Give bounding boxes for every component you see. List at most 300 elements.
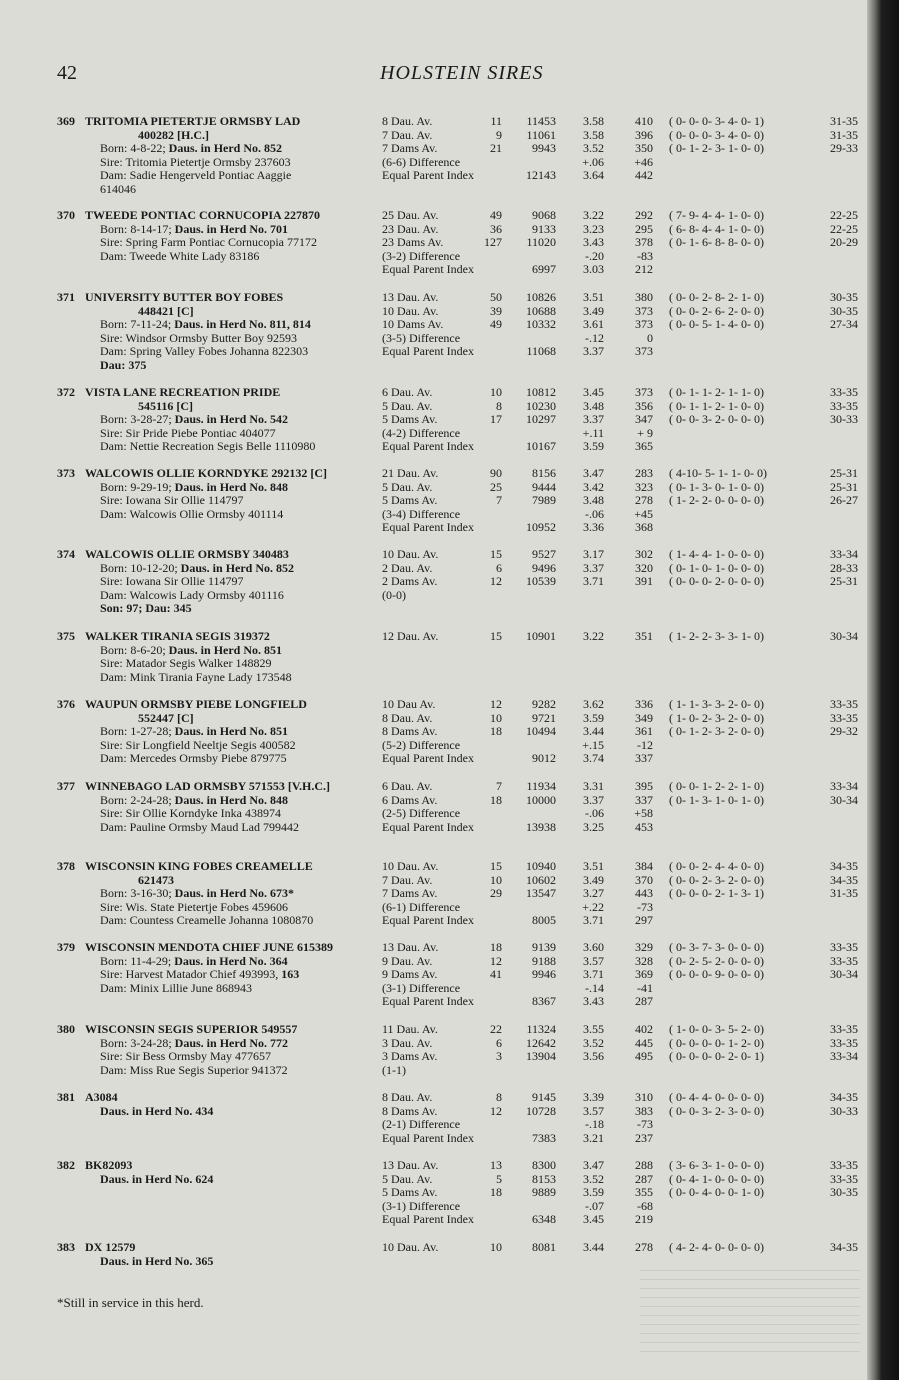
stat-row	[0, 208, 899, 222]
distribution: ( 4-10- 5- 1- 1- 0- 0)	[669, 466, 767, 480]
fat-test: -.06	[585, 806, 604, 821]
distribution: ( 0- 1- 3- 0- 1- 0- 0)	[669, 479, 764, 494]
fat-lbs: +58	[634, 806, 653, 821]
fat-lbs: 370	[635, 872, 653, 887]
milk-lbs: 11324	[526, 1022, 556, 1036]
record-count: 18	[490, 940, 502, 954]
fat-lbs: 237	[635, 1130, 653, 1145]
fat-lbs: 297	[635, 913, 653, 928]
herd-reference: Daus. in Herd No. 542	[174, 412, 289, 427]
pedigree-text: Born: 11-4-29;	[100, 953, 175, 968]
stat-label: 7 Dams Av.	[382, 886, 438, 901]
fat-lbs: 445	[635, 1035, 653, 1050]
herd-reference: Daus. in Herd No. 701	[174, 221, 289, 236]
stat-label: 10 Dau. Av.	[382, 859, 439, 873]
year-range: 30-33	[830, 1103, 858, 1118]
milk-lbs: 9145	[532, 1090, 556, 1104]
distribution: ( 0- 0- 2- 3- 2- 0- 0)	[669, 872, 764, 887]
year-range: 34-35	[830, 859, 858, 873]
distribution: ( 0- 1- 1- 2- 1- 0- 0)	[669, 398, 764, 413]
fat-test: 3.27	[583, 886, 604, 901]
distribution: ( 0- 1- 6- 8- 8- 0- 0)	[669, 235, 764, 250]
stat-row	[0, 629, 899, 643]
stat-row	[0, 1199, 899, 1213]
record-count: 50	[490, 290, 502, 304]
record-count: 21	[490, 141, 502, 156]
milk-lbs: 8153	[532, 1171, 556, 1186]
stat-label: 8 Dams Av.	[382, 1103, 438, 1118]
year-range: 22-25	[830, 221, 858, 236]
sire-name: UNIVERSITY BUTTER BOY FOBES	[85, 290, 284, 304]
stat-label: 23 Dau. Av.	[382, 221, 439, 236]
year-range: 33-35	[830, 398, 858, 413]
record-count: 12	[490, 574, 502, 589]
record-count: 7	[496, 779, 502, 793]
milk-lbs: 12642	[526, 1035, 556, 1050]
entry-number: 378	[57, 859, 75, 873]
pedigree-text: Sire: Iowana Sir Ollie 114797	[100, 574, 244, 589]
distribution: ( 0- 1- 2- 3- 2- 0- 0)	[669, 724, 764, 739]
stat-label: 5 Dams Av.	[382, 412, 438, 427]
milk-lbs: 10826	[526, 290, 556, 304]
fat-lbs: 443	[635, 886, 653, 901]
fat-test: 3.37	[583, 412, 604, 427]
fat-test: +.22	[582, 899, 604, 914]
stat-row	[0, 1185, 899, 1199]
fat-test: 3.47	[583, 1158, 604, 1172]
fat-lbs: 278	[635, 1240, 653, 1254]
fat-test: 3.22	[583, 208, 604, 222]
entry-number: 380	[57, 1022, 75, 1036]
entry-number: 373	[57, 466, 75, 480]
milk-lbs: 9721	[532, 710, 556, 725]
fat-test: 3.71	[583, 967, 604, 982]
herd-reference: 163	[281, 967, 300, 982]
milk-lbs: 8081	[532, 1240, 556, 1254]
year-range: 30-34	[830, 629, 858, 643]
fat-lbs: 310	[635, 1090, 653, 1104]
stat-row	[0, 249, 899, 263]
stat-row	[0, 426, 899, 440]
stat-label: (5-2) Difference	[382, 737, 461, 752]
stat-row	[0, 820, 899, 834]
record-count: 15	[490, 629, 502, 643]
fat-test: 3.25	[583, 819, 604, 834]
pedigree-text: Dam: Tweede White Lady 83186	[100, 248, 260, 263]
record-count: 18	[490, 1185, 502, 1200]
fat-lbs: 336	[635, 697, 653, 711]
stat-row	[0, 114, 899, 128]
record-count: 22	[490, 1022, 502, 1036]
pedigree-text: 614046	[100, 182, 136, 196]
herd-reference: Daus. in Herd No. 848	[174, 479, 289, 494]
stat-label: (3-1) Difference	[382, 1198, 461, 1213]
fat-lbs: 396	[635, 127, 653, 142]
record-count: 49	[490, 208, 502, 222]
herd-reference: Daus. in Herd No. 852	[168, 141, 283, 156]
year-range: 33-35	[830, 385, 858, 399]
year-range: 31-35	[830, 886, 858, 901]
pedigree-text: Born: 1-27-28;	[100, 724, 175, 739]
fat-lbs: 373	[635, 317, 653, 332]
sire-name: WALCOWIS OLLIE KORNDYKE 292132 [C]	[85, 466, 328, 480]
stat-label: 13 Dau. Av.	[382, 940, 439, 954]
year-range: 33-35	[830, 1022, 858, 1036]
stat-row	[0, 128, 899, 142]
pedigree-text: Born: 2-24-28;	[100, 792, 175, 807]
herd-reference: Daus. in Herd No. 848	[174, 792, 289, 807]
distribution: ( 0- 0- 5- 1- 4- 0- 0)	[669, 317, 764, 332]
registration-number: 400282 [H.C.]	[138, 127, 209, 142]
record-count: 5	[496, 1171, 502, 1186]
fat-lbs: 0	[647, 330, 653, 345]
stat-label: 6 Dau. Av.	[382, 779, 433, 793]
stat-label: 6 Dau. Av.	[382, 385, 433, 399]
year-range: 30-35	[830, 1185, 858, 1200]
pedigree-text: Sire: Harvest Matador Chief 493993,	[100, 967, 282, 982]
pedigree-text: Born: 4-8-22;	[100, 141, 169, 156]
distribution: ( 0- 0- 0- 2- 0- 0- 0)	[669, 574, 764, 589]
year-range: 30-35	[830, 303, 858, 318]
stat-label: 7 Dau. Av.	[382, 872, 433, 887]
stat-row	[0, 317, 899, 331]
milk-lbs: 9527	[532, 547, 556, 561]
year-range: 31-35	[830, 114, 858, 128]
milk-lbs: 6997	[532, 262, 556, 277]
stat-label: 5 Dau. Av.	[382, 398, 433, 413]
sire-name: WISCONSIN KING FOBES CREAMELLE	[85, 859, 313, 873]
fat-test: 3.48	[583, 493, 604, 508]
record-count: 41	[490, 967, 502, 982]
milk-lbs: 11934	[526, 779, 556, 793]
fat-lbs: 347	[635, 412, 653, 427]
milk-lbs: 8367	[532, 994, 556, 1009]
record-count: 49	[490, 317, 502, 332]
fat-test: 3.37	[583, 560, 604, 575]
year-range: 33-34	[830, 1049, 858, 1064]
stat-row	[0, 913, 899, 927]
entry-number: 381	[57, 1090, 75, 1104]
stat-label: 12 Dau. Av.	[382, 629, 439, 643]
fat-lbs: 410	[635, 114, 653, 128]
distribution: ( 4- 2- 4- 0- 0- 0- 0)	[669, 1240, 764, 1254]
stat-label: 10 Dau. Av.	[382, 1240, 439, 1254]
distribution: ( 1- 0- 2- 3- 2- 0- 0)	[669, 710, 764, 725]
stat-row	[0, 574, 899, 588]
distribution: ( 0- 0- 0- 2- 1- 3- 1)	[669, 886, 764, 901]
stat-row	[0, 886, 899, 900]
sire-name: VISTA LANE RECREATION PRIDE	[85, 385, 281, 399]
stat-row	[0, 290, 899, 304]
stat-label: 8 Dau. Av.	[382, 710, 433, 725]
fat-test: 3.74	[583, 751, 604, 766]
stat-label: 10 Dams Av.	[382, 317, 444, 332]
milk-lbs: 7989	[532, 493, 556, 508]
entry-number: 370	[57, 208, 75, 222]
record-count: 12	[490, 953, 502, 968]
stat-row	[0, 900, 899, 914]
milk-lbs: 10728	[526, 1103, 556, 1118]
stat-row	[0, 168, 899, 182]
pedigree-line	[100, 670, 292, 685]
fat-lbs: 295	[635, 221, 653, 236]
milk-lbs: 9133	[532, 221, 556, 236]
record-count: 8	[496, 1090, 502, 1104]
year-range: 33-35	[830, 1035, 858, 1050]
stat-row	[0, 344, 899, 358]
stat-row	[0, 520, 899, 534]
fat-test: 3.51	[583, 859, 604, 873]
fat-test: 3.49	[583, 303, 604, 318]
fat-test: 3.52	[583, 1035, 604, 1050]
distribution: ( 0- 1- 1- 2- 1- 1- 0)	[669, 385, 764, 399]
pedigree-text: Born: 9-29-19;	[100, 479, 175, 494]
registration-number: 545116 [C]	[138, 398, 193, 413]
year-range: 31-35	[830, 127, 858, 142]
fat-lbs: 402	[635, 1022, 653, 1036]
record-count: 7	[496, 493, 502, 508]
fat-lbs: 292	[635, 208, 653, 222]
milk-lbs: 9496	[532, 560, 556, 575]
fat-lbs: 395	[635, 779, 653, 793]
stat-row	[0, 155, 899, 169]
year-range: 30-35	[830, 290, 858, 304]
sire-name: WALKER TIRANIA SEGIS 319372	[85, 629, 270, 643]
record-count: 15	[490, 547, 502, 561]
stat-label: (3-4) Difference	[382, 506, 461, 521]
pedigree-text: Sire: Sir Bess Ormsby May 477657	[100, 1049, 271, 1064]
stat-row	[0, 873, 899, 887]
stat-row	[0, 141, 899, 155]
pedigree-text: Sire: Wis. State Pietertje Fobes 459606	[100, 899, 288, 914]
pedigree-text: Sire: Sir Longfield Neeltje Segis 400582	[100, 737, 296, 752]
fat-lbs: 288	[635, 1158, 653, 1172]
distribution: ( 1- 2- 2- 3- 3- 1- 0)	[669, 629, 764, 643]
stat-label: 23 Dams Av.	[382, 235, 444, 250]
year-range: 28-33	[830, 560, 858, 575]
year-range: 33-35	[830, 710, 858, 725]
stat-label: (3-1) Difference	[382, 980, 461, 995]
milk-lbs: 10901	[526, 629, 556, 643]
distribution: ( 0- 1- 3- 1- 0- 1- 0)	[669, 792, 764, 807]
fat-test: 3.37	[583, 792, 604, 807]
fat-lbs: 320	[635, 560, 653, 575]
record-count: 10	[490, 1240, 502, 1254]
registration-number: 621473	[138, 872, 174, 887]
stat-label: 25 Dau. Av.	[382, 208, 439, 222]
fat-test: 3.62	[583, 697, 604, 711]
fat-test: 3.60	[583, 940, 604, 954]
fat-lbs: 287	[635, 994, 653, 1009]
fat-test: +.11	[582, 425, 604, 440]
fat-lbs: -68	[637, 1198, 653, 1213]
herd-reference: Daus. in Herd No. 772	[174, 1035, 289, 1050]
record-count: 90	[490, 466, 502, 480]
stat-label: (0-0)	[382, 587, 406, 602]
fat-lbs: 337	[635, 751, 653, 766]
pedigree-text: Born: 3-28-27;	[100, 412, 175, 427]
stat-row	[0, 547, 899, 561]
registration-number: 552447 [C]	[138, 710, 194, 725]
distribution: ( 0- 0- 3- 2- 0- 0- 0)	[669, 412, 764, 427]
fat-lbs: 219	[635, 1212, 653, 1227]
stat-label: 5 Dams Av.	[382, 1185, 438, 1200]
herd-reference: Daus. in Herd No. 851	[168, 642, 283, 657]
entry-number: 375	[57, 629, 75, 643]
stat-row	[0, 1104, 899, 1118]
fat-lbs: 453	[635, 819, 653, 834]
year-range: 25-31	[830, 574, 858, 589]
fat-test: -.14	[585, 980, 604, 995]
fat-lbs: 380	[635, 290, 653, 304]
distribution: ( 0- 1- 2- 3- 1- 0- 0)	[669, 141, 764, 156]
pedigree-text: Born: 3-16-30;	[100, 886, 175, 901]
fat-test: 3.71	[583, 913, 604, 928]
record-count: 12	[490, 697, 502, 711]
distribution: ( 0- 0- 0- 3- 4- 0- 1)	[669, 114, 764, 128]
record-count: 25	[490, 479, 502, 494]
fat-lbs: 323	[635, 479, 653, 494]
stat-row	[0, 1117, 899, 1131]
stat-label: (6-1) Difference	[382, 899, 461, 914]
sire-name: TRITOMIA PIETERTJE ORMSBY LAD	[85, 114, 301, 128]
stat-row	[0, 793, 899, 807]
herd-reference: Daus. in Herd No. 852	[180, 560, 295, 575]
year-range: 20-29	[830, 235, 858, 250]
fat-lbs: 365	[635, 439, 653, 454]
entry-number: 369	[57, 114, 75, 128]
distribution: ( 7- 9- 4- 4- 1- 0- 0)	[669, 208, 764, 222]
pedigree-text: Sire: Windsor Ormsby Butter Boy 92593	[100, 330, 297, 345]
stat-row	[0, 1022, 899, 1036]
distribution: ( 6- 8- 4- 4- 1- 0- 0)	[669, 221, 764, 236]
pedigree-text: Sire: Spring Farm Pontiac Cornucopia 77172	[100, 235, 317, 250]
stat-label: 3 Dau. Av.	[382, 1035, 433, 1050]
stat-label: 7 Dams Av.	[382, 141, 438, 156]
fat-test: 3.42	[583, 479, 604, 494]
stat-label: (6-6) Difference	[382, 154, 461, 169]
fat-test: -.12	[585, 330, 604, 345]
fat-test: 3.58	[583, 127, 604, 142]
distribution: ( 0- 2- 5- 2- 0- 0- 0)	[669, 953, 764, 968]
fat-lbs: 361	[635, 724, 653, 739]
year-range: 30-34	[830, 792, 858, 807]
record-count: 12	[490, 1103, 502, 1118]
pedigree-text: Born: 3-24-28;	[100, 1035, 175, 1050]
stat-row	[0, 1036, 899, 1050]
herd-reference: Daus. in Herd No. 851	[174, 724, 289, 739]
entry-number: 383	[57, 1240, 75, 1254]
distribution: ( 0- 0- 0- 9- 0- 0- 0)	[669, 967, 764, 982]
fat-lbs: 350	[635, 141, 653, 156]
fat-test: 3.56	[583, 1049, 604, 1064]
distribution: ( 0- 0- 0- 0- 1- 2- 0)	[669, 1035, 764, 1050]
stat-label: Equal Parent Index	[382, 994, 474, 1009]
fat-test: 3.21	[583, 1130, 604, 1145]
fat-lbs: 351	[635, 629, 653, 643]
fat-test: 3.23	[583, 221, 604, 236]
stat-label: 2 Dams Av.	[382, 574, 438, 589]
stat-row	[0, 967, 899, 981]
sire-name: WINNEBAGO LAD ORMSBY 571553 [V.H.C.]	[85, 779, 331, 793]
stat-row	[0, 779, 899, 793]
fat-test: 3.03	[583, 262, 604, 277]
pedigree-text: Dam: Countess Creamelle Johanna 1080870	[100, 913, 314, 928]
fat-test: 3.51	[583, 290, 604, 304]
fat-test: 3.57	[583, 1103, 604, 1118]
stat-label: (1-1)	[382, 1062, 406, 1077]
stat-label: 3 Dams Av.	[382, 1049, 438, 1064]
milk-lbs: 12143	[526, 168, 556, 183]
milk-lbs: 7383	[532, 1130, 556, 1145]
record-count: 9	[496, 127, 502, 142]
pedigree-text: Sire: Tritomia Pietertje Ormsby 237603	[100, 154, 291, 169]
entry-number: 376	[57, 697, 75, 711]
stat-label: Equal Parent Index	[382, 168, 474, 183]
herd-reference: Son: 97; Dau: 345	[100, 601, 192, 616]
fat-test: 3.59	[583, 710, 604, 725]
fat-lbs: 383	[635, 1103, 653, 1118]
distribution: ( 1- 4- 4- 1- 0- 0- 0)	[669, 547, 764, 561]
record-count: 15	[490, 859, 502, 873]
distribution: ( 0- 4- 4- 0- 0- 0- 0)	[669, 1090, 764, 1104]
fat-test: 3.45	[583, 1212, 604, 1227]
fat-test: 3.61	[583, 317, 604, 332]
milk-lbs: 10230	[526, 398, 556, 413]
pedigree-text: Born: 8-6-20;	[100, 642, 169, 657]
herd-reference: Daus. in Herd No. 365	[100, 1253, 214, 1268]
fat-lbs: 337	[635, 792, 653, 807]
stat-row	[0, 235, 899, 249]
stat-row	[0, 859, 899, 873]
stat-row	[0, 697, 899, 711]
footnote: *Still in service in this herd.	[57, 1295, 204, 1310]
record-count: 10	[490, 710, 502, 725]
stat-row	[0, 399, 899, 413]
stat-label: 2 Dau. Av.	[382, 560, 433, 575]
stat-label: 11 Dau. Av.	[382, 1022, 438, 1036]
milk-lbs: 9444	[532, 479, 556, 494]
fat-lbs: 278	[635, 493, 653, 508]
pedigree-text: Dam: Mink Tirania Fayne Lady 173548	[100, 669, 292, 684]
milk-lbs: 10539	[526, 574, 556, 589]
stat-row	[0, 1212, 899, 1226]
milk-lbs: 9012	[532, 751, 556, 766]
milk-lbs: 9188	[532, 953, 556, 968]
fat-lbs: 495	[635, 1049, 653, 1064]
stat-label: Equal Parent Index	[382, 262, 474, 277]
stat-label: 9 Dams Av.	[382, 967, 438, 982]
pedigree-text: Dam: Miss Rue Segis Superior 941372	[100, 1062, 288, 1077]
entry-number: 371	[57, 290, 75, 304]
stat-row	[0, 1049, 899, 1063]
fat-lbs: 373	[635, 344, 653, 359]
distribution: ( 0- 0- 3- 2- 3- 0- 0)	[669, 1103, 764, 1118]
stat-row	[0, 412, 899, 426]
stat-row	[0, 751, 899, 765]
bleed-through-shadow	[640, 1270, 860, 1360]
distribution: ( 0- 0- 2- 6- 2- 0- 0)	[669, 303, 764, 318]
entry-number: 379	[57, 940, 75, 954]
stat-row	[0, 439, 899, 453]
distribution: ( 0- 3- 7- 3- 0- 0- 0)	[669, 940, 764, 954]
fat-lbs: 368	[635, 520, 653, 535]
record-count: 127	[484, 235, 502, 250]
stat-label: (2-1) Difference	[382, 1117, 461, 1132]
stat-row	[0, 262, 899, 276]
fat-test: 3.36	[583, 520, 604, 535]
sire-name: WISCONSIN MENDOTA CHIEF JUNE 615389	[85, 940, 334, 954]
